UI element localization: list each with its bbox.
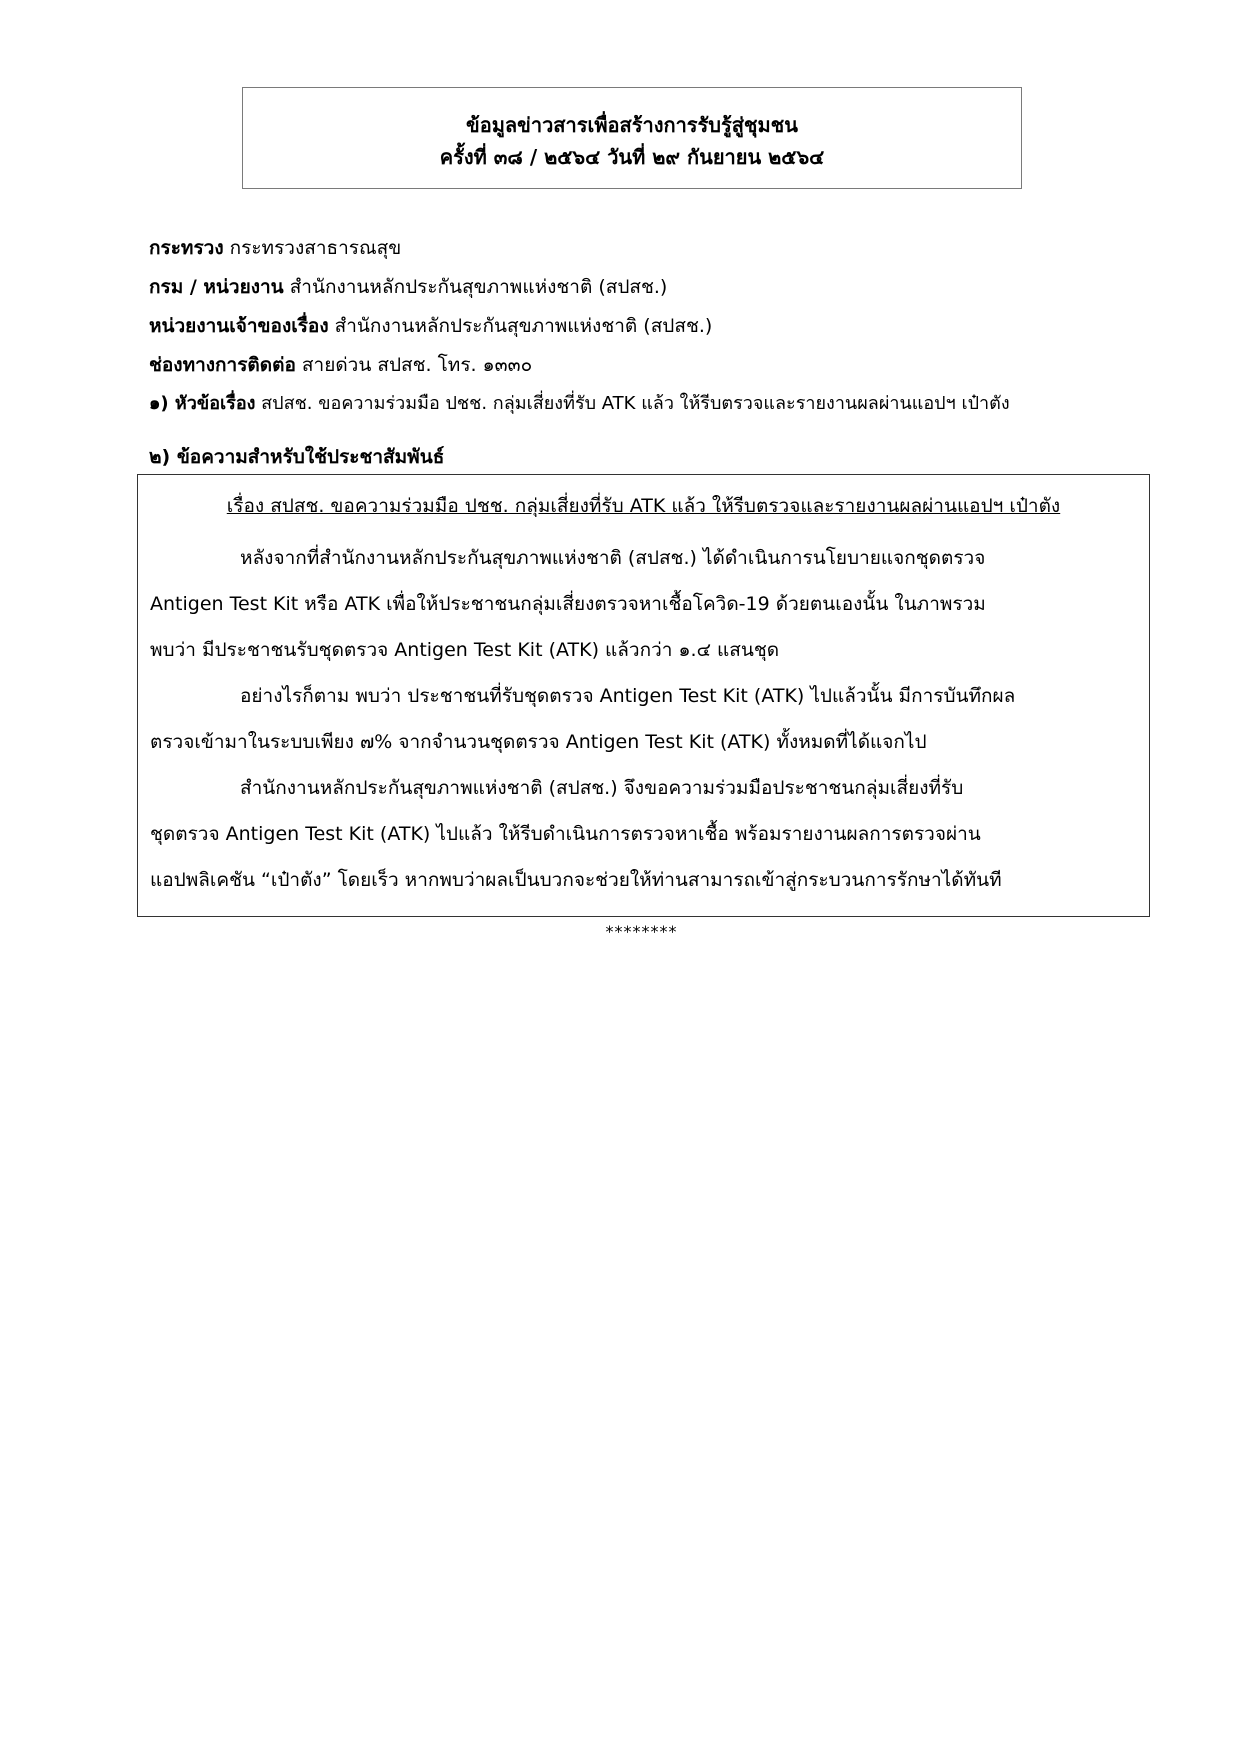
paragraph-3-line-1: สำนักงานหลักประกันสุขภาพแห่งชาติ (สปสช.) จึงขอความร่วมมือประชาชนกลุ่มเสี่ยงที่รับ — [240, 777, 964, 799]
paragraph-2 — [150, 673, 1137, 765]
department-value: สำนักงานหลักประกันสุขภาพแห่งชาติ (สปสช.) — [289, 276, 668, 298]
contact-label: ช่องทางการติดต่อ — [149, 354, 296, 376]
end-marker: ******** — [605, 922, 678, 941]
owner-row — [149, 307, 1129, 346]
document-issue-date: ครั้งที่ ๓๘ / ๒๕๖๔ วันที่ ๒๙ กันยายน ๒๕๖๔ — [439, 145, 825, 169]
document-meta — [149, 229, 1129, 385]
paragraph-1-line-3: พบว่า มีประชาชนรับชุดตรวจ Antigen Test Kit (ATK) แล้วกว่า ๑.๔ แสนชุด — [150, 639, 780, 661]
ministry-label: กระทรวง — [149, 237, 224, 259]
document-title: ข้อมูลข่าวสารเพื่อสร้างการรับรู้สู่ชุมชน — [466, 113, 798, 137]
topic-label: ๑) หัวข้อเรื่อง — [149, 393, 256, 414]
section-2-heading: ๒) ข้อความสำหรับใช้ประชาสัมพันธ์ — [149, 446, 445, 468]
paragraph-2-line-1: อย่างไรก็ตาม พบว่า ประชาชนที่รับชุดตรวจ Antigen Test Kit (ATK) ไปแล้วนั้น มีการบันทึกผล — [240, 685, 1016, 707]
department-row — [149, 268, 1129, 307]
press-release-box — [137, 474, 1150, 917]
paragraph-3-line-3: แอปพลิเคชัน “เป๋าตัง” โดยเร็ว หากพบว่าผลเป็นบวกจะช่วยให้ท่านสามารถเข้าสู่กระบวนการรักษาได้ทันที — [150, 869, 1002, 891]
topic-value: สปสช. ขอความร่วมมือ ปชช. กลุ่มเสี่ยงที่รับ ATK แล้ว ให้รีบตรวจและรายงานผลผ่านแอปฯ เป๋าตัง — [261, 393, 1010, 414]
press-release-title: เรื่อง สปสช. ขอความร่วมมือ ปชช. กลุ่มเสี่ยงที่รับ ATK แล้ว ให้รีบตรวจและรายงานผลผ่านแอปฯ เป๋าตัง — [226, 495, 1061, 517]
contact-value: สายด่วน สปสช. โทร. ๑๓๓๐ — [301, 354, 533, 376]
topic-row — [149, 389, 1139, 419]
paragraph-2-line-2: ตรวจเข้ามาในระบบเพียง ๗% จากจำนวนชุดตรวจ Antigen Test Kit (ATK) ทั้งหมดที่ได้แจกไป — [150, 731, 927, 753]
owner-label: หน่วยงานเจ้าของเรื่อง — [149, 315, 329, 337]
paragraph-1-line-2: Antigen Test Kit หรือ ATK เพื่อให้ประชาชนกลุ่มเสี่ยงตรวจหาเชื้อโควิด-19 ด้วยตนเองนั้น ในภาพรวม — [150, 593, 986, 615]
owner-value: สำนักงานหลักประกันสุขภาพแห่งชาติ (สปสช.) — [334, 315, 713, 337]
contact-row — [149, 346, 1129, 385]
paragraph-1-line-1: หลังจากที่สำนักงานหลักประกันสุขภาพแห่งชาติ (สปสช.) ได้ดำเนินการนโยบายแจกชุดตรวจ — [240, 547, 986, 569]
paragraph-3-line-2: ชุดตรวจ Antigen Test Kit (ATK) ไปแล้ว ให้รีบดำเนินการตรวจหาเชื้อ พร้อมรายงานผลการตรวจผ่าน — [150, 823, 981, 845]
ministry-row — [149, 229, 1129, 268]
ministry-value: กระทรวงสาธารณสุข — [229, 237, 402, 259]
paragraph-3 — [150, 765, 1137, 903]
paragraph-1 — [150, 535, 1137, 673]
department-label: กรม / หน่วยงาน — [149, 276, 284, 298]
document-header-box — [242, 87, 1022, 189]
